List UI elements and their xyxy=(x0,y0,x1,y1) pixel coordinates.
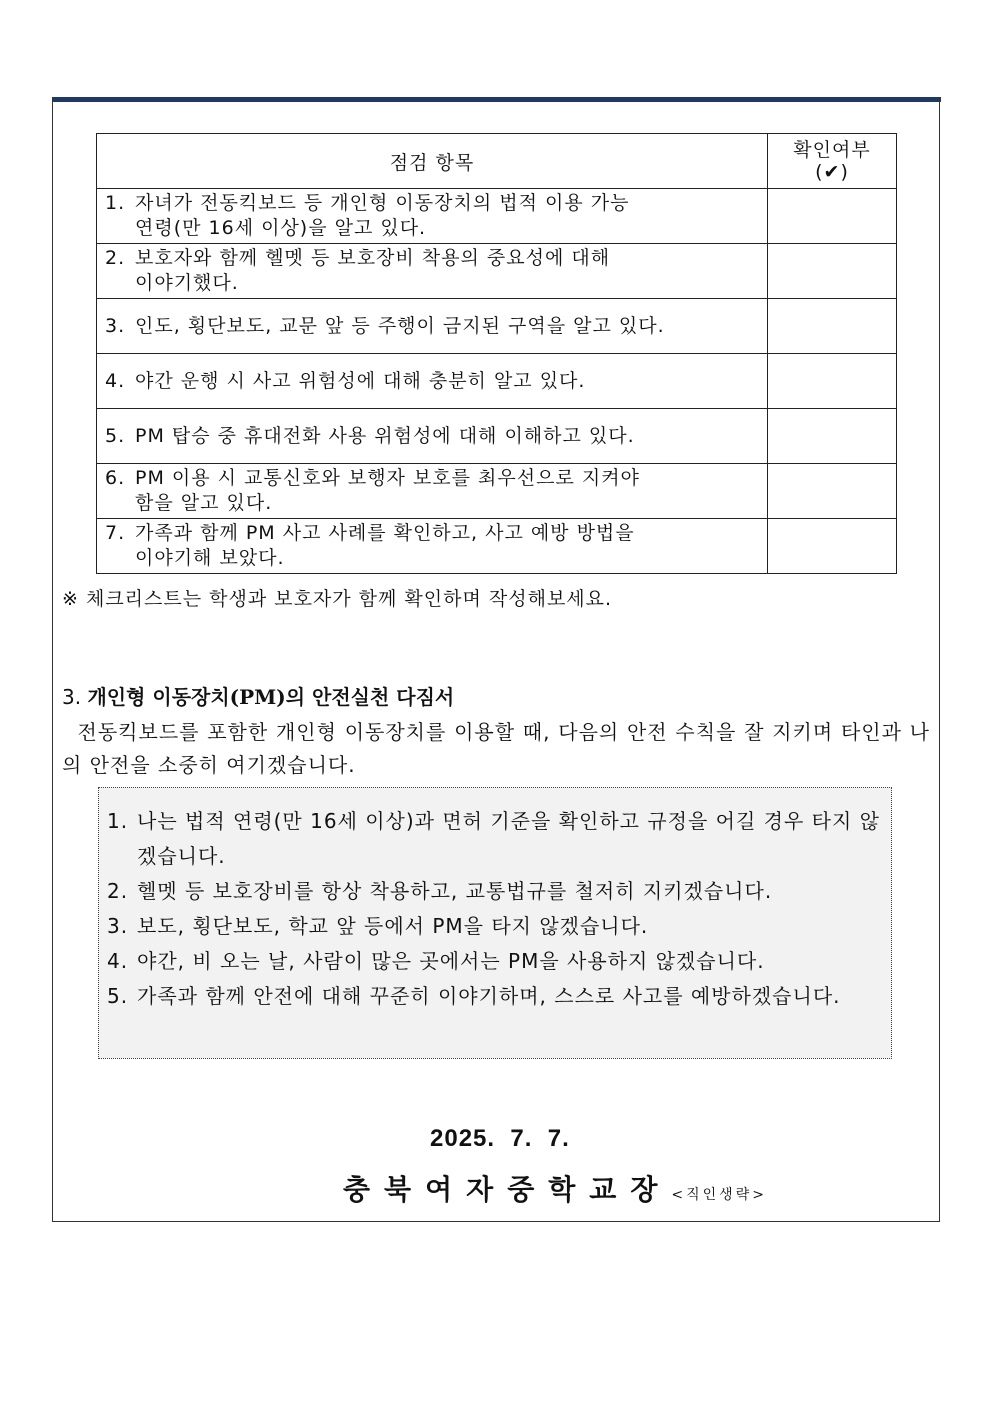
table-row xyxy=(97,244,897,299)
checklist-note: ※ 체크리스트는 학생과 보호자가 함께 확인하며 작성해보세요. xyxy=(62,588,613,610)
check-item-3 xyxy=(97,299,768,354)
school-name: 충북여자중학교장 xyxy=(343,1173,672,1206)
pledge-number: 5. xyxy=(107,984,129,1008)
table-row xyxy=(97,354,897,409)
confirm-cell-4[interactable] xyxy=(768,354,897,409)
confirm-cell-5[interactable] xyxy=(768,409,897,464)
confirm-cell-2[interactable] xyxy=(768,244,897,299)
pledge-item xyxy=(107,979,881,1014)
table-row xyxy=(97,464,897,519)
seal-note: <직인생략> xyxy=(671,1187,767,1203)
pledge-item xyxy=(107,804,881,874)
section-title-text: 개인형 이동장치(PM)의 안전실천 다짐서 xyxy=(87,685,455,709)
item-text: PM 탑승 중 휴대전화 사용 위험성에 대해 이해하고 있다. xyxy=(135,424,635,447)
check-item-5 xyxy=(97,409,768,464)
pledge-item xyxy=(107,874,881,909)
table-row xyxy=(97,409,897,464)
confirm-cell-3[interactable] xyxy=(768,299,897,354)
item-text-cont: 이야기해 보았다. xyxy=(135,547,285,569)
item-text: 자녀가 전동킥보드 등 개인형 이동장치의 법적 이용 가능 xyxy=(135,192,630,214)
item-number: 6. xyxy=(105,467,126,489)
item-number: 5. xyxy=(105,424,126,447)
pledge-item xyxy=(107,944,881,979)
item-text-cont: 이야기했다. xyxy=(135,272,239,294)
confirm-cell-1[interactable] xyxy=(768,189,897,244)
pledge-date: 2025. 7. 7. xyxy=(430,1125,570,1152)
table-row xyxy=(97,519,897,574)
item-text: 보호자와 함께 헬멧 등 보호장비 착용의 중요성에 대해 xyxy=(135,247,611,269)
item-number: 7. xyxy=(105,522,126,544)
item-number: 3. xyxy=(105,314,126,337)
school-signature xyxy=(343,1168,767,1208)
pledge-number: 4. xyxy=(107,949,129,973)
item-number: 4. xyxy=(105,369,126,392)
pledge-item xyxy=(107,909,881,944)
pledge-intro: 전동킥보드를 포함한 개인형 이동장치를 이용할 때, 다음의 안전 수칙을 잘 지키며 타인과 나의 안전을 소중히 여기겠습니다. xyxy=(62,720,930,777)
checklist-table xyxy=(96,133,897,574)
check-item-7 xyxy=(97,519,768,574)
check-item-6 xyxy=(97,464,768,519)
pledge-text: 나는 법적 연령(만 16세 이상)과 면허 기준을 확인하고 규정을 어길 경우 타지 않겠습니다. xyxy=(137,809,880,868)
pledge-number: 3. xyxy=(107,914,129,938)
pledge-text: 헬멧 등 보호장비를 항상 착용하고, 교통법규를 철저히 지키겠습니다. xyxy=(137,879,773,903)
section-title xyxy=(62,681,454,710)
table-row xyxy=(97,189,897,244)
check-item-2 xyxy=(97,244,768,299)
pledge-text: 보도, 횡단보도, 학교 앞 등에서 PM을 타지 않겠습니다. xyxy=(137,914,649,938)
item-text-cont: 함을 알고 있다. xyxy=(135,492,273,514)
table-header-row xyxy=(97,134,897,189)
header-item: 점검 항목 xyxy=(97,134,768,189)
pledge-text: 가족과 함께 안전에 대해 꾸준히 이야기하며, 스스로 사고를 예방하겠습니다. xyxy=(137,984,841,1008)
item-text: PM 이용 시 교통신호와 보행자 보호를 최우선으로 지켜야 xyxy=(135,467,640,489)
pledge-box xyxy=(98,787,892,1059)
pledge-number: 2. xyxy=(107,879,129,903)
item-number: 1. xyxy=(105,192,126,214)
item-text: 가족과 함께 PM 사고 사례를 확인하고, 사고 예방 방법을 xyxy=(135,522,635,544)
item-text: 야간 운행 시 사고 위험성에 대해 충분히 알고 있다. xyxy=(135,369,586,392)
item-text: 인도, 횡단보도, 교문 앞 등 주행이 금지된 구역을 알고 있다. xyxy=(135,314,665,337)
checkmark-icon: (✔) xyxy=(815,161,849,183)
section-number: 3. xyxy=(62,685,82,709)
pledge-number: 1. xyxy=(107,809,129,833)
confirm-cell-6[interactable] xyxy=(768,464,897,519)
check-item-4 xyxy=(97,354,768,409)
item-text-cont: 연령(만 16세 이상)을 알고 있다. xyxy=(135,217,427,239)
pledge-text: 야간, 비 오는 날, 사람이 많은 곳에서는 PM을 사용하지 않겠습니다. xyxy=(137,949,765,973)
table-row xyxy=(97,299,897,354)
item-number: 2. xyxy=(105,247,126,269)
check-item-1 xyxy=(97,189,768,244)
header-confirm xyxy=(768,134,897,189)
header-confirm-label: 확인여부 xyxy=(793,139,871,161)
confirm-cell-7[interactable] xyxy=(768,519,897,574)
